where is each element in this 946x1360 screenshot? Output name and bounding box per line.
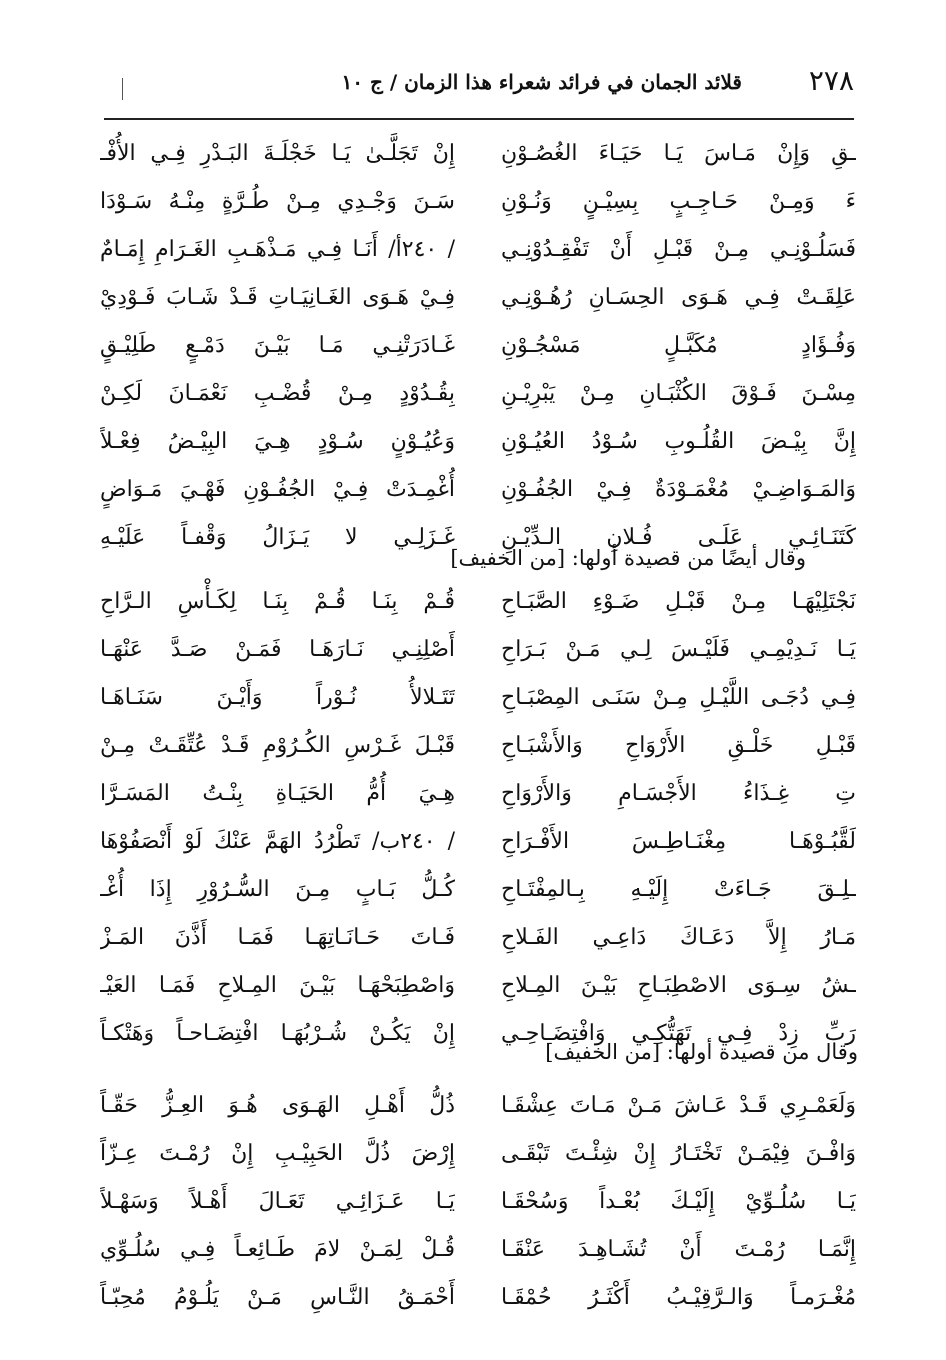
header-rule bbox=[104, 118, 854, 120]
poem-2-heading: وقال أيضًا من قصيدة أولها: [من الخفيف] bbox=[450, 546, 806, 570]
verse-second-hemistich: ـقِ وَإِنْ مَـاسَ يَـا حَيَـاءَ الغُصُـوْنِ bbox=[501, 141, 856, 166]
verse-second-hemistich: وَلَعَمْـرِي قَـدْ عَـاشَ مَـنْ مَـاتَ عِشْقَـا bbox=[501, 1093, 856, 1118]
page-header bbox=[100, 60, 854, 104]
verse-second-hemistich: فَسَلُـوْنِـي مِـنْ قَبْـلِ أَنْ تَفْقِـدُوْنِـي bbox=[501, 237, 856, 262]
verse-first-hemistich: إِرْضَ ذُلَّ الحَبِيْـبِ إِنْ رُمْـتَ عِـزّاً bbox=[100, 1141, 455, 1166]
verse bbox=[100, 418, 856, 466]
verse-second-hemistich: وَافْـنَ فِيْمَـنْ تَخْتَـارُ إِنْ شِئْـتَ تَبْقَـى bbox=[501, 1141, 856, 1166]
verse-first-hemistich: غَـادَرَتْنِـي مَـا بَيْـنَ دَمْـعٍ طَلِيْـقٍ bbox=[100, 333, 455, 358]
verse-first-hemistich: أَحْمَـقُ النَّـاسِ مَـنْ يَلُـوْمُ مُحِبّـاً bbox=[100, 1285, 455, 1310]
verse-second-hemistich: نَجْتَلِيْهَـا مِـنْ قَبْـلِ ضَـوْءِ الصَّبَـاحِ bbox=[501, 589, 856, 614]
verse-first-hemistich: قُـمْ بِنَـا قُـمْ بِنَـا لِكَـأْسِ الـرَّاحِ bbox=[100, 589, 455, 614]
verse-first-hemistich: بِقُـدُوْدٍ مِـنْ قُضْـبِ نَعْمَـانَ لَكِـنْ bbox=[100, 381, 455, 406]
verse-first-hemistich: قَبْـلَ غَـرْسِ الكُـرُوْمِ قَـدْ عُتِّقَـتْ مِـنْ bbox=[100, 733, 455, 758]
poem-3 bbox=[100, 1082, 856, 1322]
verse-first-hemistich: فِـيْ هَـوَى الغَـانِيَـاتِ قَـدْ شَـابَ فَـوْدِيْ bbox=[100, 285, 455, 310]
verse-second-hemistich: إِنَّمَـا رُمْـتَ أَنْ تُشَـاهِـدَ عَنْقَـا bbox=[501, 1237, 856, 1262]
verse-second-hemistich: فِـي دُجَـى اللَّيْـلِ مِـنْ سَنَـى المِصْبَـاحِ bbox=[501, 685, 856, 710]
verse-second-hemistich: تِ غِـذَاءُ الأَجْسَـامِ وَالأَرْوَاحِ bbox=[501, 781, 856, 806]
verse bbox=[100, 1274, 856, 1322]
running-title: قلائد الجمان في فرائد شعراء هذا الزمان / ج ١٠ bbox=[341, 70, 742, 94]
verse bbox=[100, 962, 856, 1010]
verse-first-hemistich: غَـزَلِـي لا يَـزَالُ وَقْفـاً عَلَيْـهِ bbox=[100, 525, 455, 550]
verse bbox=[100, 226, 856, 274]
verse-first-hemistich: وَاصْطِبَحْهَـا بَيْـنَ المِـلاحِ فَمَـا العَيْـ bbox=[100, 973, 455, 998]
verse-first-hemistich: وَعُيُـوْنٍ سُـوْدٍ هِـيَ البِيْـضُ فِعْـلاً bbox=[100, 429, 455, 454]
verse bbox=[100, 722, 856, 770]
verse-first-hemistich: ذُلُّ أَهْـلِ الهَـوَى هُـوَ العِـزُّ حَقّـاً bbox=[100, 1093, 455, 1118]
verse-second-hemistich: إِنَّ بِيْـضَ القُلُـوبِ سُـوْدُ العُيُـوْنِ bbox=[501, 429, 856, 454]
verse-second-hemistich: وَالمَـوَاضِـيْ مُغْمَـوْدَةٌ فِـيْ الجُفُـوْنِ bbox=[501, 477, 856, 502]
verse-second-hemistich: مُغْـرَمـاً وَالـرَّقِيْـبُ أَكْثَـرُ حُمْقَـا bbox=[501, 1285, 856, 1310]
header-divider-tick bbox=[122, 78, 123, 100]
page-number: ٢٧٨ bbox=[808, 64, 854, 97]
verse-second-hemistich: ـلِـقَ جَـاءَتْ إِلَيْـهِ بِـالمِفْتَـاحِ bbox=[501, 877, 856, 902]
verse-second-hemistich: ءَ وَمِـنْ حَـاجِـبٍ بِسِيْـنٍ وَنُـوْنِ bbox=[501, 189, 856, 214]
verse-second-hemistich: مِسْـنَ فَـوْقَ الكُثْبَـانِ مِـنْ يَبْرِيْـنِ bbox=[501, 381, 856, 406]
verse-second-hemistich: رَبِّ زِدْ فِـي تَهَتُّكِـي وَافْتِضَـاحِـي bbox=[501, 1021, 856, 1046]
verse-second-hemistich: وَفُـؤَادٍ مُكَبَّـلٍ مَسْجُـوْنِ bbox=[501, 333, 856, 358]
verse bbox=[100, 322, 856, 370]
verse-first-hemistich: أُغْمِـدَتْ فِـيْ الجُفُـوْنِ فَهْـيَ مَـوَاضٍ bbox=[100, 477, 455, 502]
verse bbox=[100, 1082, 856, 1130]
verse bbox=[100, 770, 856, 818]
verse-first-hemistich: يَـا عَـزَائِـي تَعَـالَ أَهْـلاً وَسَهْـلاً bbox=[100, 1189, 455, 1214]
verse-first-hemistich: تَتَـلالأُ نُـوْراً وَأَيْـنَ سَنَـاهَـا bbox=[100, 685, 455, 710]
verse bbox=[100, 914, 856, 962]
verse bbox=[100, 178, 856, 226]
verse-second-hemistich: كَتَنَـائِـي عَلَـى فُـلانِ الـدِّيْـنِ bbox=[501, 525, 856, 550]
verse-second-hemistich: قَبْـلِ خَلْـقِ الأَرْوَاحِ وَالأَشْبَـاحِ bbox=[501, 733, 856, 758]
verse-first-hemistich: / ٢٤٠ب/ تَطْرُدُ الهَمَّ عَنْكَ لَوْ أَنْصَفُوْهَا bbox=[100, 829, 455, 854]
verse bbox=[100, 274, 856, 322]
verse bbox=[100, 1178, 856, 1226]
verse bbox=[100, 578, 856, 626]
verse bbox=[100, 818, 856, 866]
verse bbox=[100, 130, 856, 178]
verse-first-hemistich: إِنْ تَجَلَّـىٰ يَـا خَجْلَـةَ البَـدْرِ فِـي الأُفْـ bbox=[100, 141, 455, 166]
verse bbox=[100, 1226, 856, 1274]
verse-first-hemistich: إِنْ يَكُـنْ شُـرْبُهَـا افْتِضَـاحـاً وَهَتْكـاً bbox=[100, 1021, 455, 1046]
verse-first-hemistich: / ٢٤٠أ/ أَنَـا فِـي مَـذْهَـبِ الغَـرَامِ إِمَـامٌ bbox=[100, 237, 455, 262]
verse-second-hemistich: يَـا سُلُـوِّيْ إِلَيْـكَ بُعْـداً وَسُحْقَـا bbox=[501, 1189, 856, 1214]
verse-first-hemistich: كُـلُّ بَـابٍ مِـنَ السُّـرُوْرِ إِذَا أُغْـ bbox=[100, 877, 455, 902]
verse-first-hemistich: فَـاتَ حَـانَـاتِهَـا فَمَـا أَذَّنَ المَـزْ bbox=[100, 925, 455, 950]
verse-second-hemistich: مَـارُ إِلاَّ دَعَـاكَ دَاعِـي الفَـلاحِ bbox=[501, 925, 856, 950]
verse bbox=[100, 466, 856, 514]
verse bbox=[100, 626, 856, 674]
poem-3-heading: وقال من قصيدة أولها: [من الخفيف] bbox=[545, 1040, 858, 1064]
verse bbox=[100, 1130, 856, 1178]
verse-first-hemistich: سَـنَ وَجْـدِي مِـنْ طُـرَّةٍ مِنْـهُ سَـوْدَا bbox=[100, 189, 455, 214]
verse-first-hemistich: أَصْلِنِـي نَـارَهَـا فَمَـنْ صَـدَّ عَنْهَـا bbox=[100, 637, 455, 662]
poem-2 bbox=[100, 578, 856, 1058]
verse-second-hemistich: يَـا نَـدِيْمِـي فَلَيْـسَ لِـي مَـنْ بَـرَاحِ bbox=[501, 637, 856, 662]
verse bbox=[100, 674, 856, 722]
verse bbox=[100, 866, 856, 914]
verse-second-hemistich: ـشُ سِـوَى الاصْطِبَـاحِ بَيْـنَ المِـلاحِ bbox=[501, 973, 856, 998]
verse-first-hemistich: هِـيَ أُمُّ الحَيَـاةِ بِنْـتُ المَسَـرَّا bbox=[100, 781, 455, 806]
verse bbox=[100, 370, 856, 418]
verse-second-hemistich: عَلِقَـتْ فِـي هَـوَى الحِسَـانِ رُهُـوْنِـي bbox=[501, 285, 856, 310]
verse-first-hemistich: قُـلْ لِمَـنْ لامَ طَـائِعـاً فِـي سُلُـوِّي bbox=[100, 1237, 455, 1262]
verse-second-hemistich: لَقَّبُـوْهَـا مِغْنَـاطِـسَ الأَفْـرَاحِ bbox=[501, 829, 856, 854]
poem-1 bbox=[100, 130, 856, 562]
